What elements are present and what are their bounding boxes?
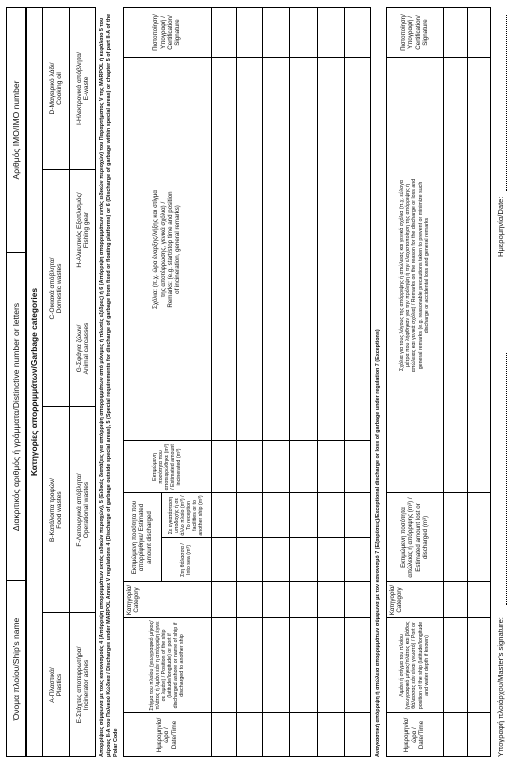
s2-header-position: Λιμάνι ή στίγμα του πλοίου (γεωγραφικό μήκος/πλάτος και βάθος θάλασσας εάν είναι γνωστό) / Port or position of the ship (latitude/longitude and water depth if known) [399,621,430,710]
s2-header-date: Ημερομηνία/ώρα / Date/Time [403,717,426,753]
master-signature-label: Υπογραφή πλοιάρχου/Master's signature: [496,617,505,757]
s1-header-into-sea: Στη θάλασσα / Into sea (m³) [179,543,192,577]
category-i: I-Ηλεκτρονικά απόβλητα/ E-waste [75,52,90,125]
s2-header-remarks: Σχόλια για τους λόγους της απόρριψης ή απώλειας και γενικά σχόλια (π.χ. εύλογα μέτρα που λήφθηκαν για την πρόληψη ή την ελαχιστοποίηση της απόρριψης ή απώλειας και γενικά σχόλια) / Remarks on the reason for the discharge or loss and general remarks (e.g. reasonable precautions taken to prevent or minimize such discharge or accidental loss and general remarks [399,178,430,373]
category-c: C-Οικιακά απόβλητα/ Domestic wastes [48,257,63,320]
s1-header-reception: Σε εγκατάσταση υποδοχής ή σε άλλο πλοίο (m³) / To reception facilities or to another ship (m³) [167,495,205,536]
categories-title: Κατηγορίες απορριμμάτων/Garbage categories [29,287,39,477]
date-label: Ημερομηνία/Date: [496,196,505,257]
category-d: D-Μαγειρικό λάδι/ Cooking oil [48,62,63,115]
category-f: F-Λειτουργικά απόβλητα/ Operational wastes [75,473,90,547]
s2-header-category: Κατηγορία/ Category [389,584,404,616]
section2-title: Αναγκαστική απόρριψη ή απώλεια απορριμμάτων σύμφωνα με τον κανονισμό 7 (Εξαιρέσεις)/Exceptional discharge or loss of garbage under regulation 7 (Exceptions) [375,329,381,757]
s1-header-category: Κατηγορία/ Category [126,584,141,616]
category-a: A-Πλαστικά/ Plastics [48,667,63,703]
category-g: G-Σφάγια ζώων/ Animal carcasses [75,322,90,375]
s1-header-certification: Πιστοποίηση/ Υπογραφή / Certification/ Signature [152,14,182,51]
s2-header-certification: Πιστοποίηση/ Υπογραφή / Certification/ Signature [399,14,429,51]
s1-header-discharged: Εκτιμώμενη ποσότητα που απορρίφθηκε/ Estimated amount discharged [130,500,153,575]
distinctive-number-label: Διακριτικός αριθμός ή γράμματα/Distinctive number or letters [11,302,21,532]
master-signature-line[interactable] [506,353,507,605]
category-h: H-Αλιευτικός Εξοπλισμός/ Fishing gear [75,192,90,268]
section1-title: Απορρίψεις σύμφωνα με τους κανονισμούς 4 (Απόρριψη απορριμμάτων εκτός ειδικών περιοχών), 5 (Ειδικές διατάξεις για απόρριψη απορριμμάτων από μόνιμες ή πλωτές εξέδρες) ή 6 (Απόρριψη απορριμμάτων εντός ειδικών περιοχών) του Παραρτήματος V της MARPOL ή κεφάλαιο 5 του μέρους II-A του Πολικού Κώδικα / Discharges under MARPOL Annex V regulations 4 (Discharge of garbage outside special areas), 5 (Special requirements for discharge of garbage from fixed or floating platforms) or 6 (Discharge of garbage within special areas) or chapter 5 of part II-A of the Polar Code [99,13,119,757]
category-e: E-Στάχτες αποτεφρωτήρα/ Incinerator ashes [75,646,90,724]
date-line[interactable] [506,15,507,191]
signature-footer [494,7,510,757]
ship-name-label: Όνομα πλοίου/Ship's name [11,617,21,721]
s1-header-incinerated: Εκτιμώμενη ποσότητα που αποτεφρώθηκε (m³) / Estimated amount incinerated (m³) [151,443,183,491]
s1-header-position: Στίγμα του πλοίου (γεωγραφικό μήκος/πλάτος ή λιμάνι εάν η απόρριψη έγινε σε λιμάνι) / Position of the ship (latitude/longitude) or port if discharged ashore or name of ship if discharged to another ship [148,620,186,711]
s1-header-date: Ημερομηνία/ώρα / Date/Time [155,717,178,753]
s2-header-lost: Εκτιμώμενη ποσότητα απώλειας ή απόρριψης (m³) / Estimated amount lost or discharged (m³) [399,497,429,578]
imo-number-label: Αριθμός IMO/IMO number [11,80,21,180]
s1-header-remarks: Σχόλια: (π.χ. ώρα έναρξης/λήξης και στίγμα της αποτέφρωσης, γενικά σχόλια) / Remarks: (e.g. start/stop time and position of incineration, general remarks) [152,190,182,309]
category-b: B-Κατάλοιπα τροφών/ Food wastes [48,477,63,543]
